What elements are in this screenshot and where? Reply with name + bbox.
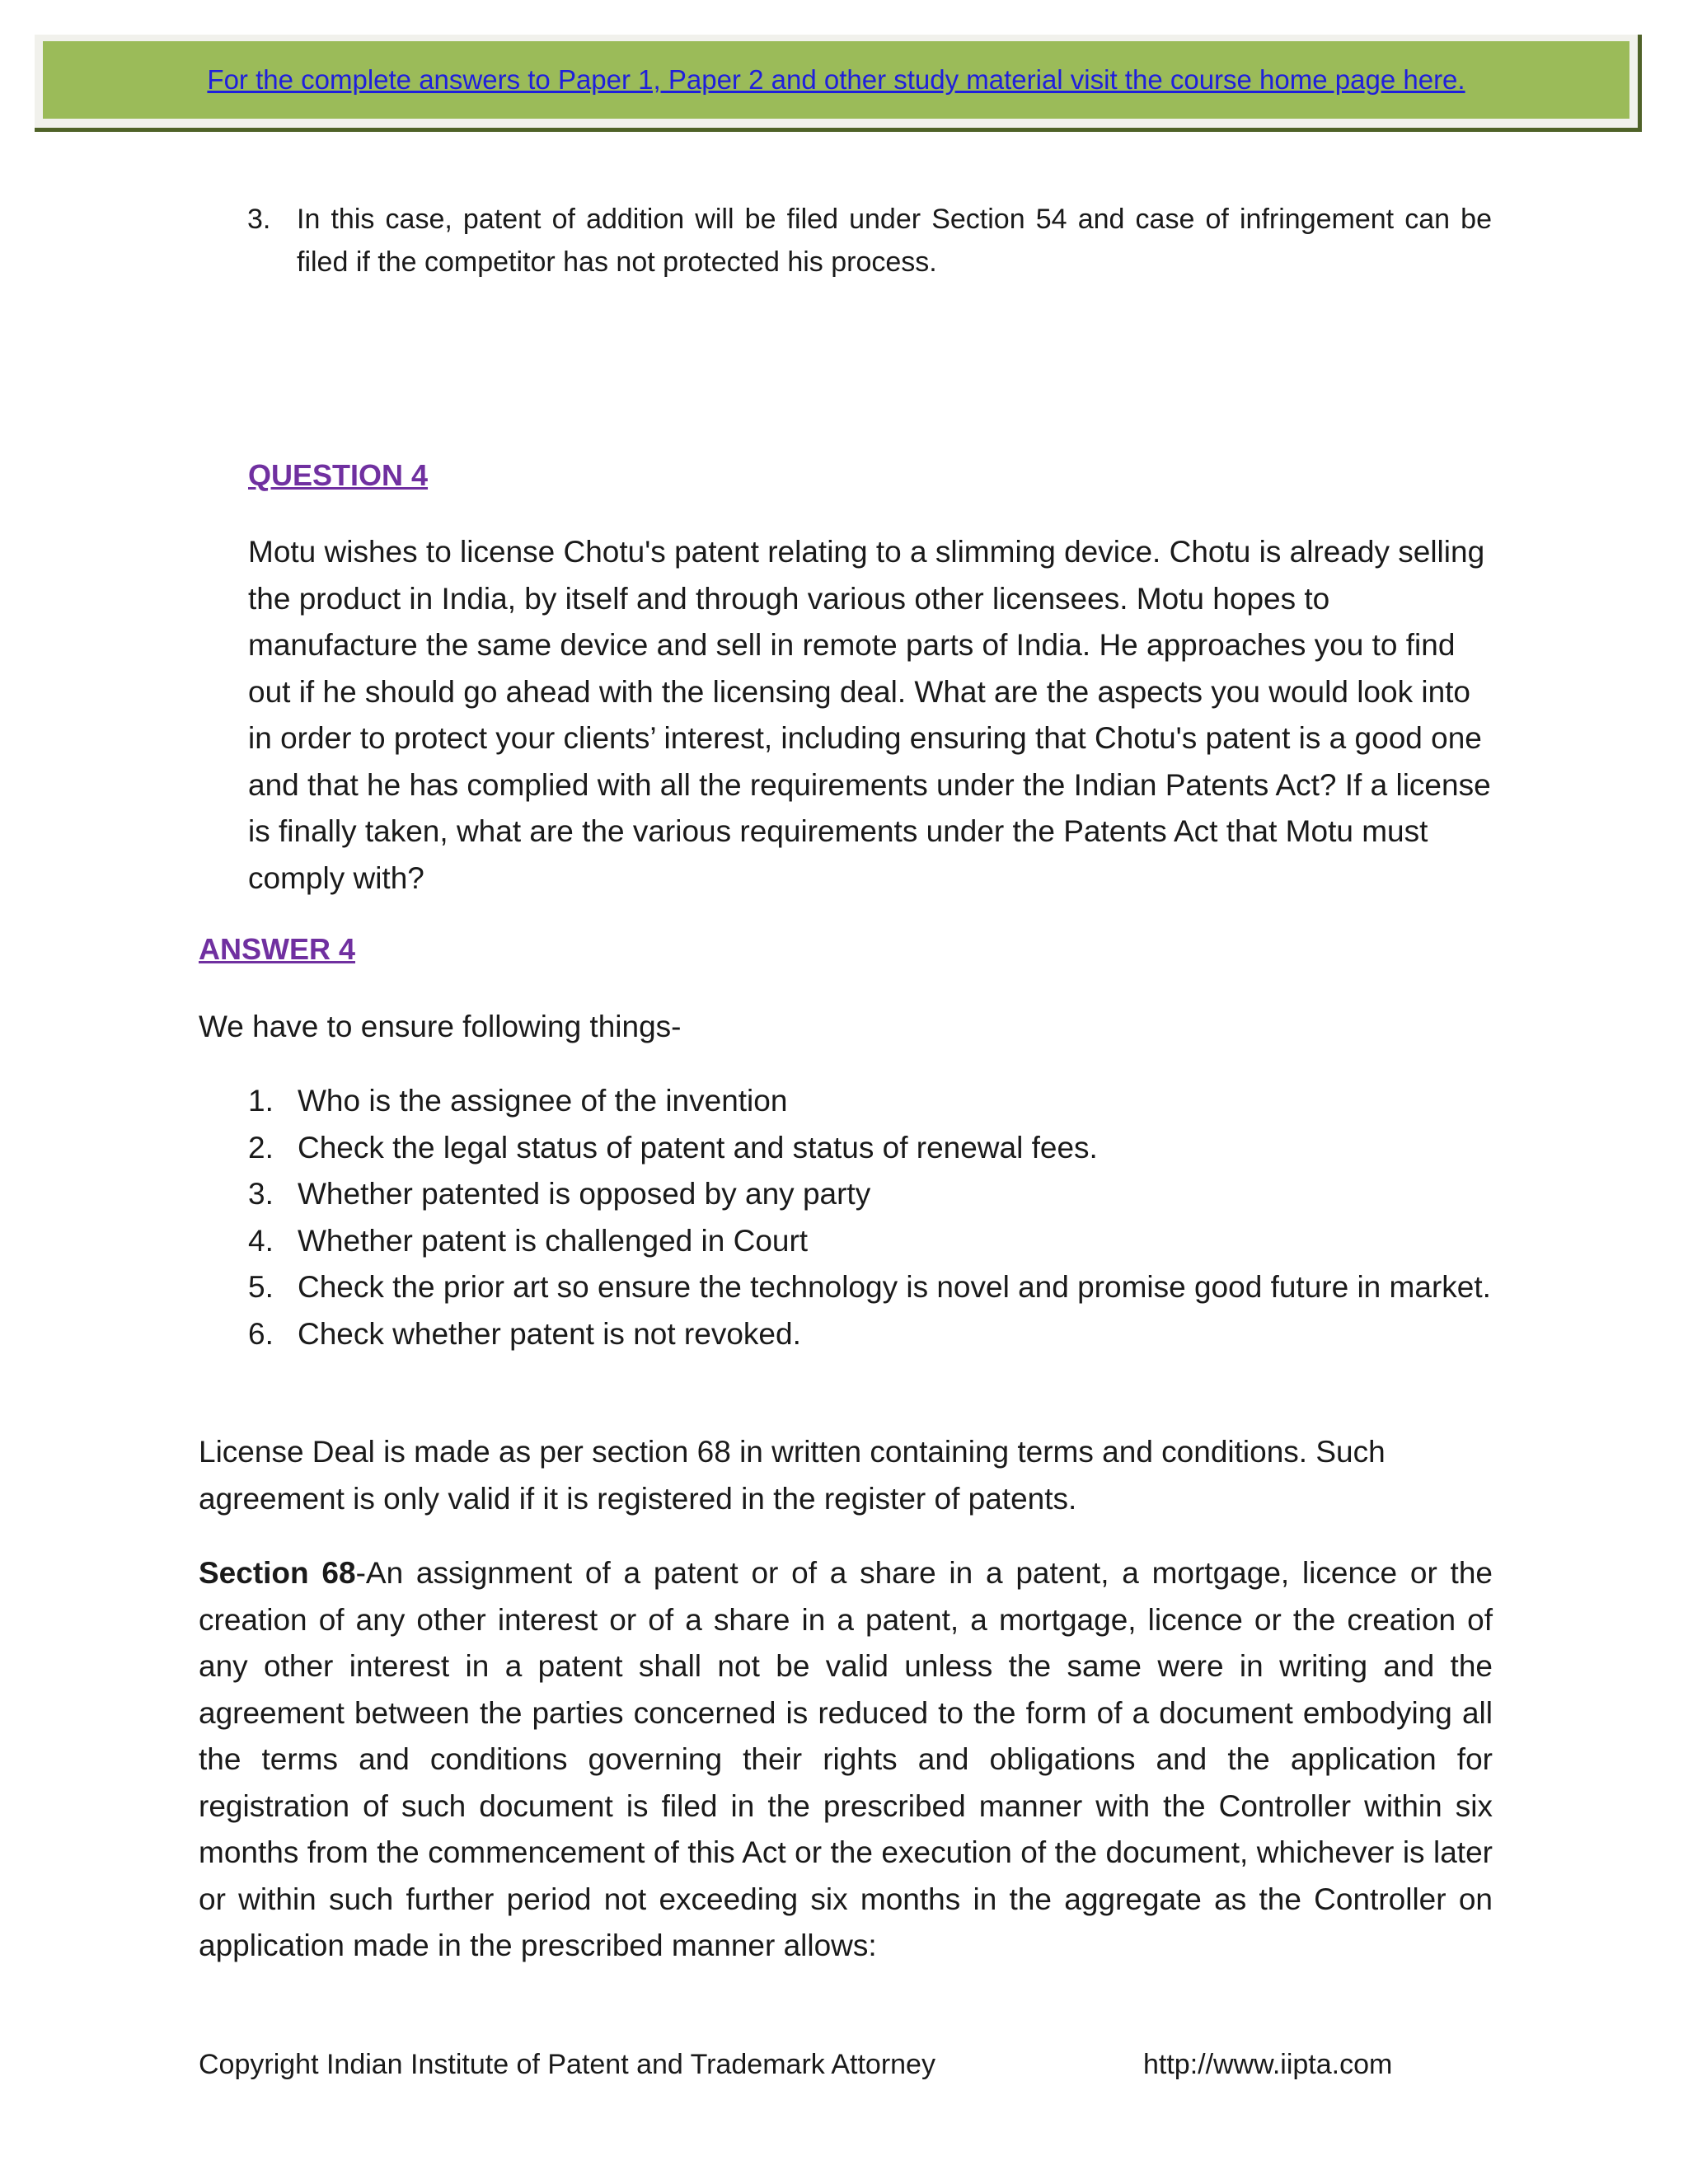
list-item-number: 4. [248, 1223, 274, 1258]
list-item-text: In this case, patent of addition will be filed under Section 54 and case of infringement can be filed if the competitor has not protected his process. [297, 204, 1492, 278]
list-item-number: 1. [248, 1084, 274, 1118]
page-footer [199, 2044, 1493, 2085]
banner-frame [35, 35, 1642, 132]
list-item-text: Who is the assignee of the invention [298, 1084, 788, 1118]
list-item [248, 1171, 1493, 1218]
list-item-text: Check the prior art so ensure the technology is novel and promise good future in market. [298, 1270, 1491, 1304]
footer-copyright: Copyright Indian Institute of Patent and Trademark Attorney [199, 2049, 935, 2080]
list-item-number: 2. [248, 1130, 274, 1165]
answer-heading: ANSWER 4 [199, 932, 356, 966]
list-item [248, 1218, 1493, 1265]
section-text: -An assignment of a patent or of a share in a patent, a mortgage, licence or the creation of any other interest or of a share in a patent, a mortgage, licence or the creation of any other interest in a patent shall not be valid unless the same were in writing and the agreement between the parties concerned is reduced to the form of a document embodying all the terms and conditions governing their rights and obligations and the application for registration of such document is filed in the prescribed manner with the Controller within six months from the commencement of this Act or the execution of the document, whichever is later or within such further period not exceeding six months in the aggregate as the Controller on application made in the prescribed manner allows: [199, 1556, 1493, 1962]
list-item-text: Whether patent is challenged in Court [298, 1223, 809, 1258]
list-item-number: 5. [248, 1270, 274, 1304]
list-item-text: Check the legal status of patent and status of renewal fees. [298, 1130, 1098, 1165]
answer-intro: We have to ensure following things- [199, 1010, 682, 1043]
list-item [248, 1264, 1493, 1311]
list-item-number: 3. [248, 1177, 274, 1211]
list-item [248, 1125, 1493, 1172]
list-item [248, 1311, 1493, 1358]
section-68-paragraph [199, 1550, 1493, 1970]
list-item-number: 6. [248, 1316, 274, 1351]
list-item-text: Check whether patent is not revoked. [298, 1316, 801, 1351]
section-label: Section 68 [199, 1556, 356, 1590]
question-text: Motu wishes to license Chotu's patent relating to a slimming device. Chotu is already selling the product in India, by itself and through various other licensees. Motu hopes to manufacture the same device and sell in remote parts of India. He approaches you to find out if he should go ahead with the licensing deal. What are the aspects you would look into in order to protect your clients’ interest, including ensuring that Chotu's patent is a good one and that he has complied with all the requirements under the Indian Patents Act? If a license is finally taken, what are the various requirements under the Patents Act that Motu must comply with? [248, 535, 1491, 895]
license-deal-paragraph: License Deal is made as per section 68 in written containing terms and conditions. Such agreement is only valid if it is registered in the register of patents. [199, 1435, 1386, 1516]
list-item [248, 1078, 1493, 1125]
footer-url[interactable]: http://www.iipta.com [1143, 2049, 1393, 2080]
previous-answer-list [247, 198, 1492, 284]
course-home-link[interactable]: For the complete answers to Paper 1, Paper 2 and other study material visit the course home page here. [207, 64, 1465, 95]
list-item [247, 198, 1492, 284]
answer-checklist [248, 1078, 1493, 1357]
course-banner [43, 41, 1629, 119]
list-item-number: 3. [247, 204, 271, 235]
list-item-text: Whether patented is opposed by any party [298, 1177, 871, 1211]
question-heading: QUESTION 4 [248, 458, 429, 492]
